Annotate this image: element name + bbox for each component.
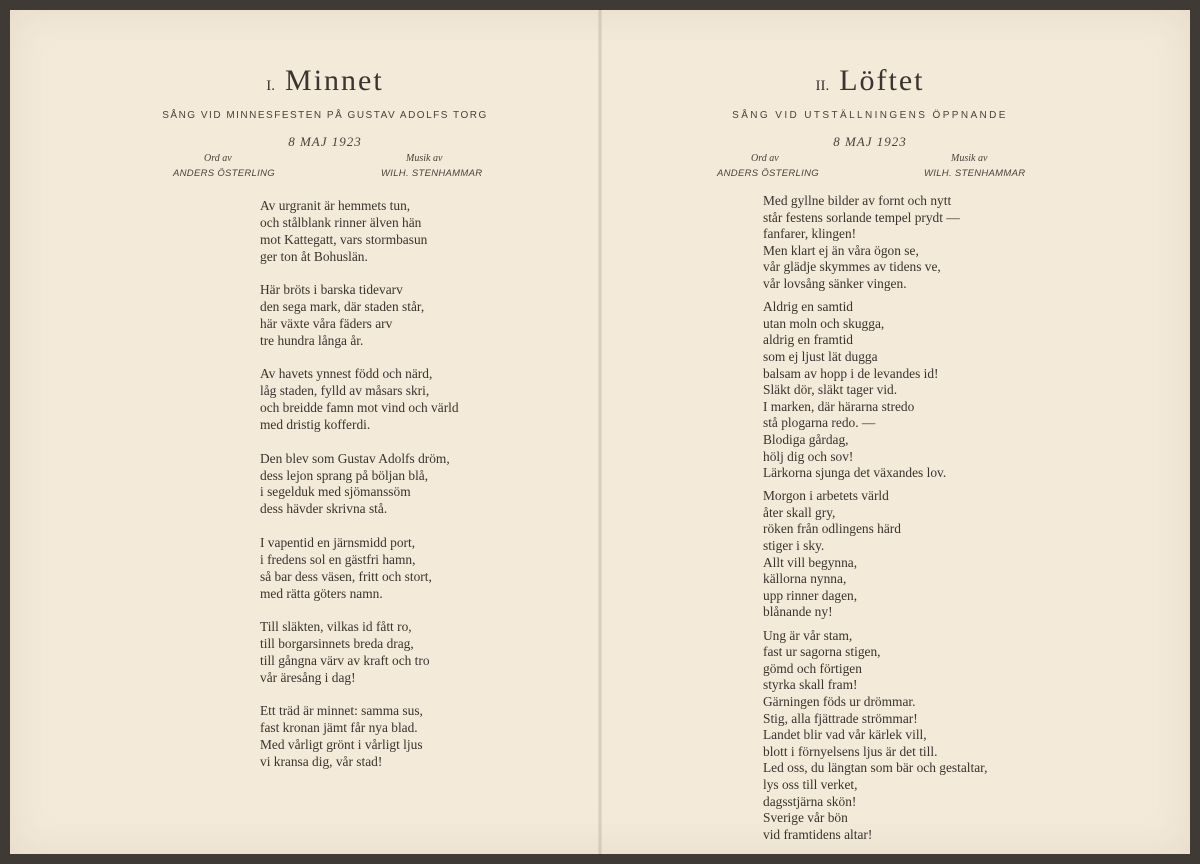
right-title	[705, 64, 1035, 98]
poem-line: dagsstjärna skön!	[763, 793, 857, 809]
left-stanza-6	[260, 619, 459, 687]
poem-line: och stålblank rinner älven hän	[260, 214, 422, 230]
left-stanza-7	[260, 703, 459, 771]
poem-line: Men klart ej än våra ögon se,	[763, 242, 919, 258]
left-title	[160, 64, 490, 98]
poem-line: hölj dig och sov!	[763, 448, 854, 464]
poem-line: som ej ljust lät dugga	[763, 348, 878, 364]
left-words-author: ANDERS ÖSTERLING	[173, 168, 275, 179]
poem-line: källorna nynna,	[763, 571, 847, 587]
poem-line: den sega mark, där staden står,	[260, 299, 425, 315]
right-words-label: Ord av	[751, 153, 779, 164]
right-poem	[763, 193, 987, 850]
right-title-number: II.	[815, 78, 830, 94]
left-poem	[260, 198, 459, 788]
left-subtitle: SÅNG VID MINNESFESTEN PÅ GUSTAV ADOLFS TORG	[162, 110, 488, 121]
left-title-text: Minnet	[285, 64, 384, 97]
poem-line: vi kransa dig, vår stad!	[260, 754, 383, 770]
poem-line: Med gyllne bilder av fornt och nytt	[763, 193, 952, 208]
poem-line: och breidde famn mot vind och värld	[260, 400, 459, 416]
poem-line: mot Kattegatt, vars stormbasun	[260, 231, 428, 247]
poem-line: Med vårligt grönt i vårligt ljus	[260, 737, 423, 753]
poem-line: Den blev som Gustav Adolfs dröm,	[260, 450, 450, 466]
poem-line: I vapentid en järnsmidd port,	[260, 534, 416, 550]
right-stanza-4	[763, 628, 987, 844]
left-stanza-1	[260, 198, 459, 266]
poem-line: Aldrig en samtid	[763, 299, 854, 315]
poem-line: Gärningen föds ur drömmar.	[763, 694, 916, 709]
poem-line: i fredens sol en gästfri hamn,	[260, 551, 416, 567]
poem-line: ger ton åt Bohuslän.	[260, 248, 368, 264]
poem-line: Av havets ynnest född och närd,	[260, 366, 433, 382]
left-music-label: Musik av	[406, 153, 443, 164]
poem-line: I marken, där härarna stredo	[763, 398, 915, 414]
left-stanza-5	[260, 535, 459, 603]
poem-line: till borgarsinnets breda drag,	[260, 636, 414, 651]
poem-line: Ett träd är minnet: samma sus,	[260, 703, 423, 719]
poem-line: Lärkorna sjunga det växandes lov.	[763, 465, 947, 481]
poem-line: röken från odlingens härd	[763, 521, 901, 537]
poem-line: blott i förnyelsens ljus är det till.	[763, 743, 938, 759]
poem-line: till gångna värv av kraft och tro	[260, 652, 430, 668]
poem-line: Till släkten, vilkas id fått ro,	[260, 619, 412, 635]
right-stanza-2	[763, 299, 987, 482]
left-page	[160, 0, 490, 864]
poem-line: utan moln och skugga,	[763, 315, 885, 331]
poem-line: vår glädje skymmes av tidens ve,	[763, 259, 941, 275]
left-date: 8 MAJ 1923	[288, 134, 362, 149]
poem-line: med dristig kofferdi.	[260, 417, 371, 433]
poem-line: i segelduk med sjömanssöm	[260, 484, 411, 500]
poem-line: Här bröts i barska tidevarv	[260, 282, 403, 298]
right-stanza-3	[763, 488, 987, 621]
poem-line: tre hundra långa år.	[260, 332, 364, 348]
poem-line: vår äresång i dag!	[260, 669, 356, 685]
poem-line: upp rinner dagen,	[763, 587, 858, 603]
left-words-label: Ord av	[204, 153, 232, 164]
poem-line: gömd och förtigen	[763, 660, 862, 676]
poem-line: lys oss till verket,	[763, 776, 858, 792]
center-fold	[598, 10, 602, 854]
poem-line: Stig, alla fjättrade strömmar!	[763, 710, 918, 726]
poem-line: aldrig en framtid	[763, 332, 853, 348]
poem-line: Landet blir vad vår kärlek vill,	[763, 727, 927, 743]
right-subtitle: SÅNG VID UTSTÄLLNINGENS ÖPPNANDE	[732, 110, 1008, 121]
right-words-author: ANDERS ÖSTERLING	[717, 168, 819, 179]
poem-line: Morgon i arbetets värld	[763, 488, 889, 504]
right-music-label: Musik av	[951, 153, 988, 164]
left-stanza-3	[260, 366, 459, 434]
poem-line: så bar dess väsen, fritt och stort,	[260, 568, 432, 584]
poem-line: Blodiga gårdag,	[763, 431, 849, 447]
poem-line: vid framtidens altar!	[763, 826, 873, 842]
poem-line: åter skall gry,	[763, 504, 836, 520]
right-stanza-1	[763, 193, 987, 293]
poem-line: blånande ny!	[763, 604, 833, 620]
poem-line: dess lejon sprang på böljan blå,	[260, 467, 429, 483]
poem-line: Ung är vår stam,	[763, 627, 853, 643]
poem-line: styrka skall fram!	[763, 677, 858, 693]
poem-line: Allt vill begynna,	[763, 554, 858, 570]
poem-line: dess hävder skrivna stå.	[260, 501, 388, 517]
left-music-composer: WILH. STENHAMMAR	[381, 168, 483, 179]
right-title-text: Löftet	[839, 64, 925, 97]
poem-line: fanfarer, klingen!	[763, 226, 857, 242]
right-page	[705, 0, 1035, 864]
poem-line: här växte våra fäders arv	[260, 316, 393, 332]
left-title-number: I.	[266, 78, 276, 94]
left-stanza-4	[260, 451, 459, 519]
poem-line: vår lovsång sänker vingen.	[763, 275, 907, 291]
poem-line: med rätta göters namn.	[260, 585, 383, 601]
poem-line: balsam av hopp i de levandes id!	[763, 365, 939, 381]
poem-line: står festens sorlande tempel prydt —	[763, 209, 960, 225]
left-stanza-2	[260, 282, 459, 350]
right-music-composer: WILH. STENHAMMAR	[924, 168, 1026, 179]
poem-line: stiger i sky.	[763, 538, 825, 554]
poem-line: stå plogarna redo. —	[763, 415, 876, 431]
poem-line: låg staden, fylld av måsars skri,	[260, 383, 430, 399]
poem-line: Led oss, du längtan som bär och gestaltar,	[763, 760, 988, 776]
poem-line: Sverige vår bön	[763, 810, 848, 826]
right-date: 8 MAJ 1923	[833, 134, 907, 149]
poem-line: Av urgranit är hemmets tun,	[260, 198, 411, 213]
poem-line: fast kronan jämt får nya blad.	[260, 720, 418, 736]
poem-line: Släkt dör, släkt tager vid.	[763, 382, 898, 398]
poem-line: fast ur sagorna stigen,	[763, 644, 881, 660]
